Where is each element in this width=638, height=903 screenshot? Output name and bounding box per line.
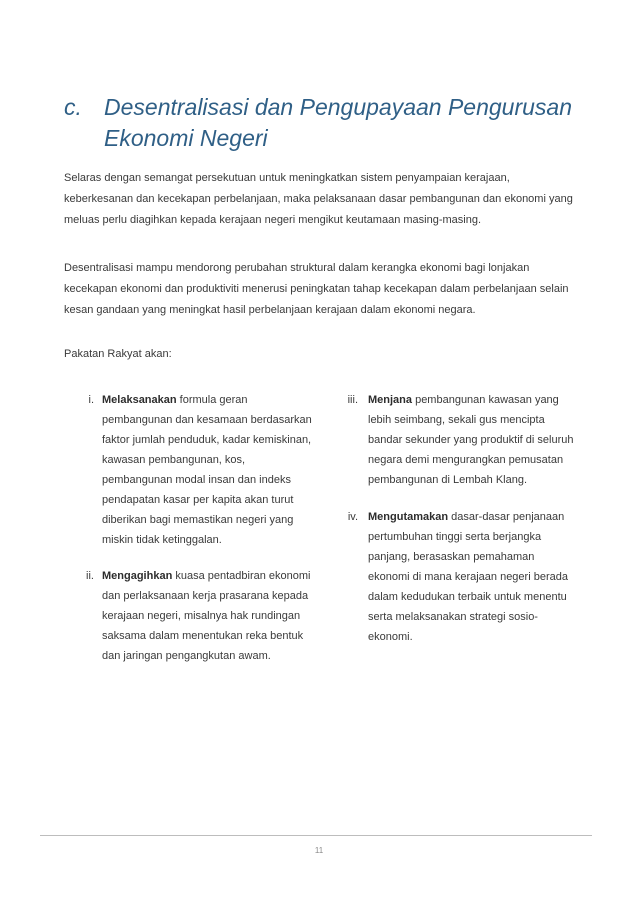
list-item-body: pembangunan kawasan yang lebih seimbang, sekali gus mencipta bandar sekunder yang produktif di seluruh negara demi mengurangkan pemusatan pembangunan di Lembah Klang. [368, 394, 574, 486]
footer-divider [40, 835, 592, 836]
list-item [64, 566, 314, 666]
list-item-keyword: Menjana [368, 394, 413, 406]
list-item [336, 390, 576, 490]
list-item-text [102, 566, 314, 666]
list-column-left [64, 390, 314, 666]
paragraph-intro: Selaras dengan semangat persekutuan untuk meningkatkan sistem penyampaian kerajaan, keberkesanan dan kecekapan perbelanjaan, maka pelaksanaan dasar pembangunan dan ekonomi yang meluas perlu diagihkan kepada kerajaan negeri mengikut keutamaan masing-masing. [64, 172, 573, 226]
list-item-number: ii. [86, 570, 94, 582]
list-item-body: dasar-dasar penjanaan pertumbuhan tinggi serta berjangka panjang, berasaskan pemahaman ekonomi di mana kerajaan negeri berada dalam kedudukan terbaik untuk menentu serta melaksanakan strategi sosio-ekonomi. [368, 511, 568, 643]
list-item-body: kuasa pentadbiran ekonomi dan perlaksanaan kerja prasarana kepada kerajaan negeri, misalnya hak rundingan saksama dalam menentukan reka bentuk dan jaringan pengangkutan awam. [102, 570, 311, 662]
list-item-number: iii. [347, 394, 358, 406]
list-item-text [368, 390, 576, 490]
list-item-text [368, 507, 576, 647]
list-item-number: i. [88, 394, 94, 406]
section-letter: c. [64, 94, 82, 120]
list-item-keyword: Mengutamakan [368, 511, 449, 523]
paragraph-decentralisation: Desentralisasi mampu mendorong perubahan struktural dalam kerangka ekonomi bagi lonjakan kecekapan ekonomi dan produktiviti menerusi peningkatan tahap kecekapan dalam perbelanjaan selain kesan gandaan yang meningkat hasil perbelanjaan kerajaan dalam ekonomi negara. [64, 262, 569, 316]
list-item [336, 507, 576, 647]
list-column-right [336, 390, 576, 647]
paragraph-lead-in: Pakatan Rakyat akan: [64, 348, 172, 360]
list-item-text [102, 390, 314, 550]
list-item-body: formula geran pembangunan dan kesamaan berdasarkan faktor jumlah penduduk, kadar kemiskinan, kawasan pembangunan, kos, pembangunan modal insan dan indeks pendapatan kasar per kapita akan turut diberikan bagi memastikan negeri yang miskin tidak ketinggalan. [102, 394, 312, 546]
section-title: Desentralisasi dan Pengupayaan Pengurusan Ekonomi Negeri [104, 94, 572, 151]
page-number: 11 [314, 846, 324, 855]
list-item [64, 390, 314, 550]
list-item-keyword: Melaksanakan [102, 394, 177, 406]
list-item-keyword: Mengagihkan [102, 570, 173, 582]
list-item-number: iv. [347, 511, 358, 523]
